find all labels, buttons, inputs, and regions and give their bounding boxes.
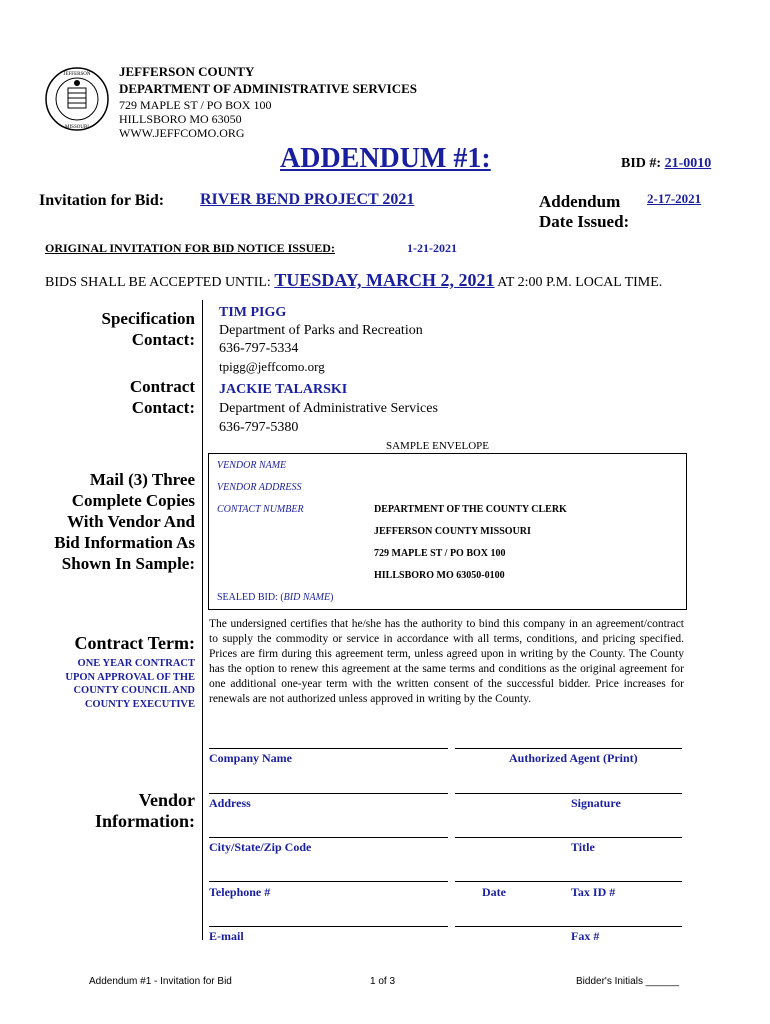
contract-contact-info [219, 380, 438, 437]
footer-initials: Bidder's Initials ______ [576, 976, 680, 987]
spec-contact-name: TIM PIGG [219, 305, 287, 320]
signature-label: Signature [571, 796, 621, 810]
date-taxid-line[interactable] [455, 881, 682, 882]
envelope-to-line-4: HILLSBORO MO 63050-0100 [374, 570, 505, 581]
spec-contact-email[interactable]: tpigg@jeffcomo.org [219, 359, 325, 374]
contract-term-body: The undersigned certifies that he/she has the authority to bind this company in an agreement/contract to supply the commodity or service in accordance with all terms, conditions, and pricing specified. Prices are firm during this agreement term, unless agreed upon in writing by the County. The County has the option to renew this agreement at the same terms and conditions as the original agreement for one additional one-year term with the written consent of the successful bidder. Price increases for renewals are not authorized unless approved in writing by the County. [209, 618, 684, 705]
mail-line-5: Shown In Sample: [61, 554, 195, 573]
envelope-title: SAMPLE ENVELOPE [386, 440, 489, 452]
deadline-date: TUESDAY, MARCH 2, 2021 [274, 270, 495, 290]
address-label: Address [209, 796, 251, 810]
header-city: HILLSBORO MO 63050 [119, 112, 242, 126]
vendor-label-2: Information: [95, 811, 195, 831]
spec-contact-label [60, 308, 195, 350]
org-name: JEFFERSON COUNTY [119, 64, 255, 79]
contract-contact-label [60, 376, 195, 418]
mail-line-3: With Vendor And [67, 512, 195, 531]
addendum-date-label [539, 192, 629, 232]
envelope-to-line-3: 729 MAPLE ST / PO BOX 100 [374, 548, 506, 559]
contract-contact-dept: Department of Administrative Services [219, 401, 438, 416]
authorized-agent-label: Authorized Agent (Print) [509, 751, 638, 765]
company-name-line[interactable] [209, 748, 448, 749]
contract-term-note [40, 657, 195, 711]
vendor-info-label [60, 790, 195, 832]
header-street: 729 MAPLE ST / PO BOX 100 [119, 98, 272, 112]
email-label: E-mail [209, 929, 244, 943]
spec-label-1: Specification [101, 309, 195, 328]
addendum-label: Addendum [539, 192, 621, 211]
spec-label-2: Contact: [131, 330, 195, 349]
term-note-4: COUNTY EXECUTIVE [84, 698, 195, 710]
vendor-label-1: Vendor [138, 790, 195, 810]
fax-label: Fax # [571, 929, 600, 943]
term-note-1: ONE YEAR CONTRACT [77, 658, 195, 669]
left-divider [202, 300, 203, 940]
spec-contact-info [219, 304, 423, 376]
envelope-contact-number: CONTACT NUMBER [217, 504, 304, 515]
deadline-prefix: BIDS SHALL BE ACCEPTED UNTIL: [45, 275, 271, 290]
city-state-zip-line[interactable] [209, 837, 448, 838]
bid-deadline [45, 270, 662, 291]
sample-envelope [208, 453, 687, 610]
mail-line-4: Bid Information As [54, 533, 195, 552]
svg-text:JEFFERSON: JEFFERSON [63, 72, 91, 77]
contract-label-2: Contact: [131, 398, 195, 417]
contract-contact-name: JACKIE TALARSKI [219, 382, 348, 397]
contract-label-1: Contract [129, 377, 195, 396]
original-notice-date: 1-21-2021 [407, 241, 457, 255]
term-note-2: UPON APPROVAL OF THE [65, 671, 195, 683]
title-label: Title [571, 840, 595, 854]
envelope-to-line-2: JEFFERSON COUNTY MISSOURI [374, 526, 531, 537]
bid-number-label [621, 156, 711, 172]
project-name: RIVER BEND PROJECT 2021 [200, 191, 415, 208]
spec-contact-phone: 636-797-5334 [219, 341, 299, 356]
svg-text:MISSOURI: MISSOURI [65, 125, 89, 130]
signature-line[interactable] [455, 793, 682, 794]
footer-page-number: 1 of 3 [370, 976, 396, 987]
fax-line[interactable] [455, 926, 682, 927]
mail-line-2: Complete Copies [71, 491, 195, 510]
header-website: WWW.JEFFCOMO.ORG [119, 126, 245, 140]
address-line[interactable] [209, 793, 448, 794]
company-name-label: Company Name [209, 751, 292, 765]
document-title: ADDENDUM #1: [280, 143, 491, 174]
envelope-vendor-name: VENDOR NAME [217, 460, 287, 471]
bid-number: 21-0010 [664, 156, 712, 171]
tax-id-label: Tax ID # [571, 885, 616, 899]
addendum-date-value: 2-17-2021 [647, 191, 702, 206]
term-note-3: COUNTY COUNCIL AND [73, 685, 195, 696]
mail-line-1: Mail (3) Three [89, 470, 195, 489]
date-label: Date [482, 885, 506, 899]
contract-term-label: Contract Term: [74, 633, 195, 653]
email-line[interactable] [209, 926, 448, 927]
telephone-line[interactable] [209, 881, 448, 882]
mail-instructions [30, 469, 195, 574]
bid-label: BID #: [621, 156, 662, 171]
spec-contact-dept: Department of Parks and Recreation [219, 323, 423, 338]
footer-left: Addendum #1 - Invitation for Bid [89, 976, 232, 987]
dept-name: DEPARTMENT OF ADMINISTRATIVE SERVICES [119, 81, 418, 96]
deadline-suffix: AT 2:00 P.M. LOCAL TIME. [497, 275, 663, 290]
sealed-suffix: ) [330, 592, 334, 603]
original-notice-label: ORIGINAL INVITATION FOR BID NOTICE ISSUED: [45, 241, 335, 255]
envelope-to-line-1: DEPARTMENT OF THE COUNTY CLERK [374, 504, 567, 515]
invitation-label: Invitation for Bid: [39, 192, 165, 209]
sealed-bid-name: BID NAME [283, 592, 331, 603]
date-issued-label: Date Issued: [539, 212, 630, 231]
county-seal-logo [44, 66, 110, 132]
sealed-prefix: SEALED BID: ( [217, 592, 284, 603]
authorized-agent-line[interactable] [455, 748, 682, 749]
envelope-sealed-bid [217, 592, 333, 603]
contract-contact-phone: 636-797-5380 [219, 420, 299, 435]
telephone-label: Telephone # [209, 885, 271, 899]
city-state-zip-label: City/State/Zip Code [209, 840, 312, 854]
envelope-vendor-address: VENDOR ADDRESS [217, 482, 302, 493]
title-line[interactable] [455, 837, 682, 838]
